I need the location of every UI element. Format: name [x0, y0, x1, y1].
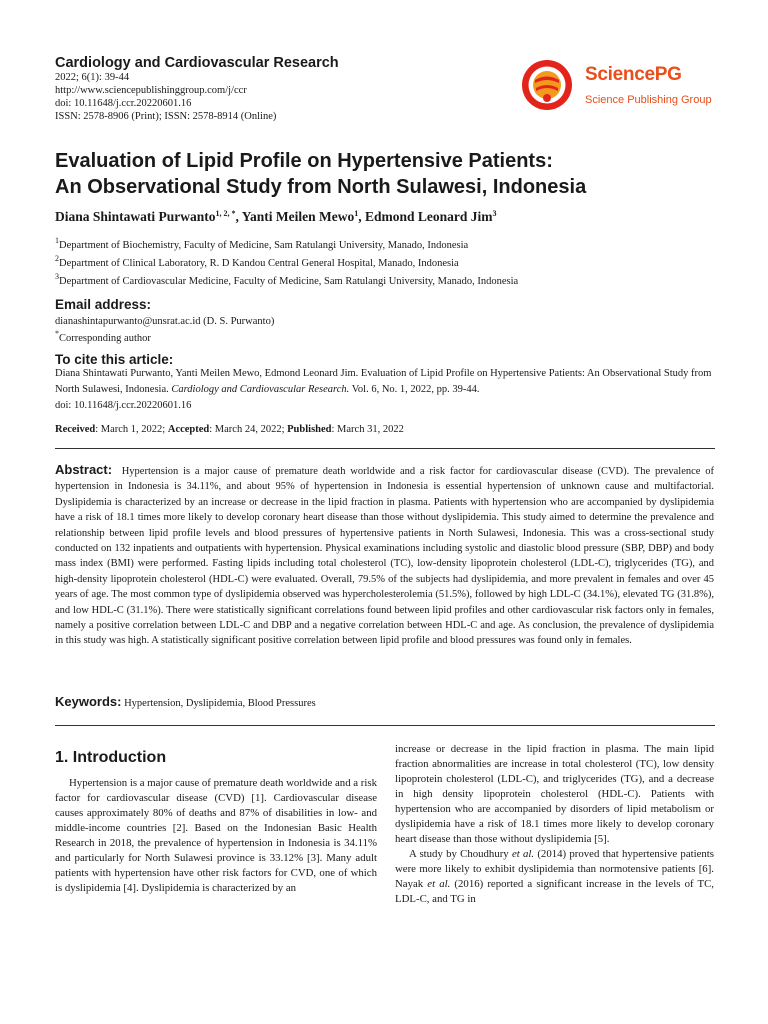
intro-paragraph-1: Hypertension is a major cause of premature death worldwide and a risk factor for cardiovascular disease (CVD) [1]. Cardiovascular disease causes approximately 80% of deaths and 87% of disabilities in low- and middle-income countries [2]. Based on the Indonesian Basic Health Research in 2018, the prevalence of hypertension in Indonesia is 34.11% and particularly for North Sulawesi province is 33.12% [3]. Many adult patients with hypertension have other risk factors for CVD, one of which is dyslipidemia [4]. Dyslipidemia is characterized by an [55, 777, 377, 894]
journal-url[interactable]: http://www.sciencepublishinggroup.com/j/ccr [55, 85, 247, 96]
abstract-text: Hypertension is a major cause of premature death worldwide and a risk factor for cardiovascular disease (CVD). The prevalence of hypertension in Indonesia is 34.11%, and about 95% of hypertension in Indonesia is essential hypertension of unknown cause and multifactorial. Dyslipidemia is characterized by an increase or decrease in the lipid fraction in plasma. Patients with hypertension who are accompanied by dyslipidemia have a risk of 18.1 times more likely to develop coronary heart disease than those without dyslipidemia. This study aimed to determine the prevalence and relationship between lipid profile levels and blood pressures of hypertensive patients in North Sulawesi, Indonesia. This was a cross-sectional study conducted on 132 inpatients and outpatients with hypertension. Physical examinations including systolic and diastolic blood pressure (SBP, DBP) and body mass index (BMI) were performed. Fasting lipids including total cholesterol (TC), low-density lipoprotein cholesterol (LDL-C), triglycerides (TG), and high-density lipoprotein cholesterol (HDL-C) were evaluated. Overall, 79.5% of the subjects had dyslipidemia, and more prevalent in females and over 45 years of age. The most common type of dyslipidemia observed was hypercholesterolemia (51.5%), followed by high LDL-C (34.1%), elevated TG (31.8%), and low HDL-C (31.1%). There were statistically significant correlations found between lipid profiles and other cardiovascular risk factors only in females, namely a positive correlation between LDL-C and DBP and a negative correlation between HDL-C and age. As conclusion, the prevalence of dyslipidemia in this study was high. A statistically significant positive correlation between lipid profile and blood pressures was found only in females. [55, 466, 715, 647]
published-date: : March 31, 2022 [331, 424, 404, 435]
intro-text: (2014) proved that hypertensive patients were more likely to exhibit dyslipidemia than normotensive patients [6]. Nayak [395, 848, 715, 890]
intro-text: (2016) reported a significant increase in the levels of TC, LDL-C, and TG in [395, 878, 714, 905]
cite-heading: To cite this article: [55, 352, 174, 367]
author-name: Yanti Meilen Mewo [241, 209, 355, 224]
accepted-label: Accepted [167, 424, 210, 435]
divider [55, 448, 715, 449]
affiliation-sup: 1 [55, 236, 59, 245]
abstract-label: Abstract: [55, 462, 113, 477]
author-affiliation-sup: 1 [354, 209, 359, 218]
journal-title: Cardiology and Cardiovascular Research [55, 55, 339, 71]
citation-journal: Cardiology and Cardiovascular Research. [171, 384, 350, 395]
citation-doi[interactable]: doi: 10.11648/j.ccr.20220601.16 [55, 400, 192, 411]
affiliation-text: Department of Cardiovascular Medicine, Faculty of Medicine, Sam Ratulangi University, Manado, Indonesia [59, 276, 519, 287]
paper-title [55, 148, 715, 200]
journal-doi[interactable]: doi: 10.11648/j.ccr.20220601.16 [55, 98, 192, 109]
email-heading: Email address: [55, 297, 152, 312]
corresponding-note [55, 329, 151, 345]
keywords-label: Keywords: [55, 694, 122, 709]
paper-title-line-1: Evaluation of Lipid Profile on Hypertensive Patients: [55, 150, 553, 172]
intro-paragraph-2: increase or decrease in the lipid fraction in plasma. The main lipid fraction abnormalities are increase in total cholesterol (TC), low density lipoprotein cholesterol (LDL-C), and triglycerides (TG), and a decrease in high density lipoprotein cholesterol (HDL-C). Patients with hypertension who are accompanied by disorders of lipid metabolism or dyslipidemia have a risk of 18.1 times more likely to develop coronary heart disease than those without dyslipidemia [5]. [395, 743, 714, 845]
journal-issue: 2022; 6(1): 39-44 [55, 72, 130, 83]
affiliation-1 [55, 236, 469, 251]
publisher-name: SciencePG [585, 64, 682, 85]
journal-issn: ISSN: 2578-8906 (Print); ISSN: 2578-8914 (Online) [55, 111, 277, 122]
email-address[interactable]: dianashintapurwanto@unsrat.ac.id (D. S. Purwanto) [55, 316, 275, 327]
accepted-date: : March 24, 2022; [209, 424, 288, 435]
paper-title-line-2: An Observational Study from North Sulawesi, Indonesia [55, 176, 587, 198]
abstract [55, 462, 714, 649]
citation [55, 366, 715, 414]
intro-etal: et al. [511, 848, 535, 860]
corresponding-text: Corresponding author [59, 333, 151, 344]
author-affiliation-sup: 1, 2, * [215, 209, 236, 218]
divider [55, 725, 715, 726]
received-date: : March 1, 2022; [95, 424, 168, 435]
intro-etal: et al. [427, 878, 451, 890]
citation-volume: Vol. 6, No. 1, 2022, pp. 39-44. [349, 384, 480, 395]
received-label: Received [55, 424, 96, 435]
author-separator: , [358, 209, 366, 224]
publisher-tagline: Science Publishing Group [585, 94, 712, 106]
keywords-text: Hypertension, Dyslipidemia, Blood Pressures [124, 698, 316, 709]
article-dates [55, 424, 404, 435]
author-name: Diana Shintawati Purwanto [55, 209, 216, 224]
affiliation-sup: 2 [55, 254, 59, 263]
author-separator: , [235, 209, 242, 224]
intro-paragraph-3 [395, 847, 714, 907]
affiliation-2 [55, 254, 459, 269]
author-affiliation-sup: 3 [492, 209, 497, 218]
affiliation-text: Department of Clinical Laboratory, R. D Kandou Central General Hospital, Manado, Indonesia [59, 258, 459, 269]
published-label: Published [287, 424, 332, 435]
affiliation-3 [55, 272, 519, 287]
section-heading-introduction: 1. Introduction [55, 749, 167, 766]
citation-text: Diana Shintawati Purwanto, Yanti Meilen Mewo, Edmond Leonard Jim. Evaluation of Lipid Profile on Hypertensive Patients: An Observational Study from North Sulawesi, Indonesia. [55, 368, 712, 395]
keywords [55, 694, 316, 709]
corresponding-sup: * [55, 329, 59, 338]
author-list [55, 209, 497, 225]
intro-column-2 [395, 742, 714, 907]
affiliation-sup: 3 [55, 272, 59, 281]
author-name: Edmond Leonard Jim [365, 209, 493, 224]
affiliation-text: Department of Biochemistry, Faculty of Medicine, Sam Ratulangi University, Manado, Indonesia [59, 240, 469, 251]
intro-text: A study by Choudhury [409, 848, 512, 860]
